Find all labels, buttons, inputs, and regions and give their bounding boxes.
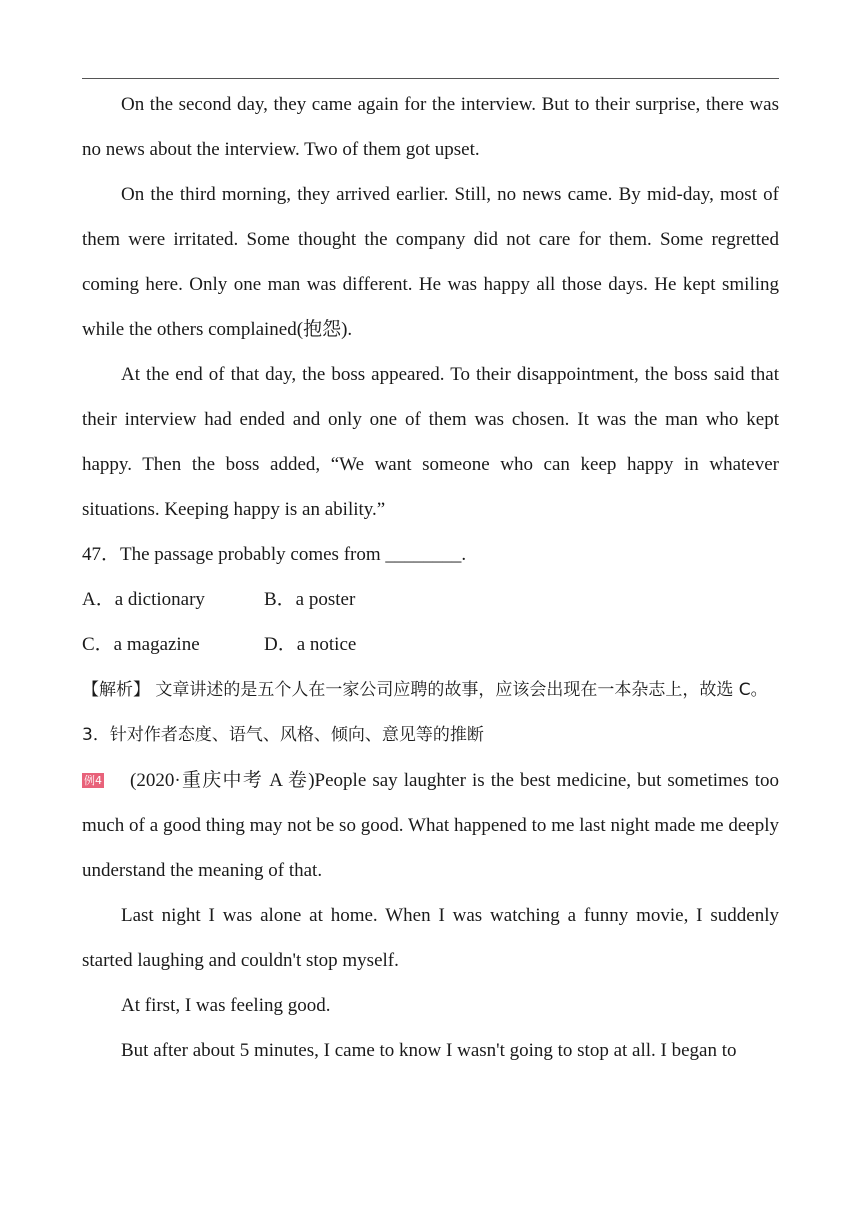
options-row-1 bbox=[82, 577, 779, 622]
passage-paragraph-1: On the second day, they came again for the interview. But to their surprise, there was no news about the interview. Two of them got upset. bbox=[82, 94, 779, 160]
option-c: C．a magazine bbox=[82, 634, 200, 655]
options-row-2 bbox=[82, 622, 779, 667]
story-paragraph-1: Last night I was alone at home. When I was watching a funny movie, I suddenly started laughing and couldn't stop myself. bbox=[82, 905, 779, 971]
analysis bbox=[82, 667, 779, 713]
example-paragraph bbox=[82, 758, 779, 893]
story-paragraph-2: At first, I was feeling good. bbox=[121, 995, 331, 1016]
document-body bbox=[82, 82, 779, 1073]
analysis-text: 文章讲述的是五个人在一家公司应聘的故事，应该会出现在一本杂志上，故选 C。 bbox=[150, 680, 768, 700]
header-rule bbox=[82, 78, 779, 79]
section-heading: 3．针对作者态度、语气、风格、倾向、意见等的推断 bbox=[82, 725, 484, 745]
analysis-label: 【解析】 bbox=[82, 680, 150, 700]
story-paragraph-3: But after about 5 minutes, I came to know I wasn't going to stop at all. I began to bbox=[121, 1040, 737, 1061]
option-b: B．a poster bbox=[264, 589, 356, 610]
passage-paragraph-2: On the third morning, they arrived earlier. Still, no news came. By mid-day, most of them were irritated. Some thought the company did not care for them. Some regretted coming here. Only one man was different. He was happy all those days. He kept smiling while the others complained(抱怨). bbox=[82, 184, 779, 340]
example-text: (2020·重庆中考 A 卷)People say laughter is the best medicine, but sometimes too much of a good thing may not be so good. What happened to me last night made me deeply understand the meaning of that. bbox=[82, 770, 779, 881]
passage-paragraph-3: At the end of that day, the boss appeared. To their disappointment, the boss said that their interview had ended and only one of them was chosen. It was the man who kept happy. Then the boss added, “We want someone who can keep happy in whatever situations. Keeping happy is an ability.” bbox=[82, 364, 779, 520]
example-tag-badge: 例4 bbox=[84, 774, 102, 787]
option-d: D．a notice bbox=[264, 634, 357, 655]
option-a: A．a dictionary bbox=[82, 589, 205, 610]
question-47: 47．The passage probably comes from ________. bbox=[82, 544, 467, 565]
